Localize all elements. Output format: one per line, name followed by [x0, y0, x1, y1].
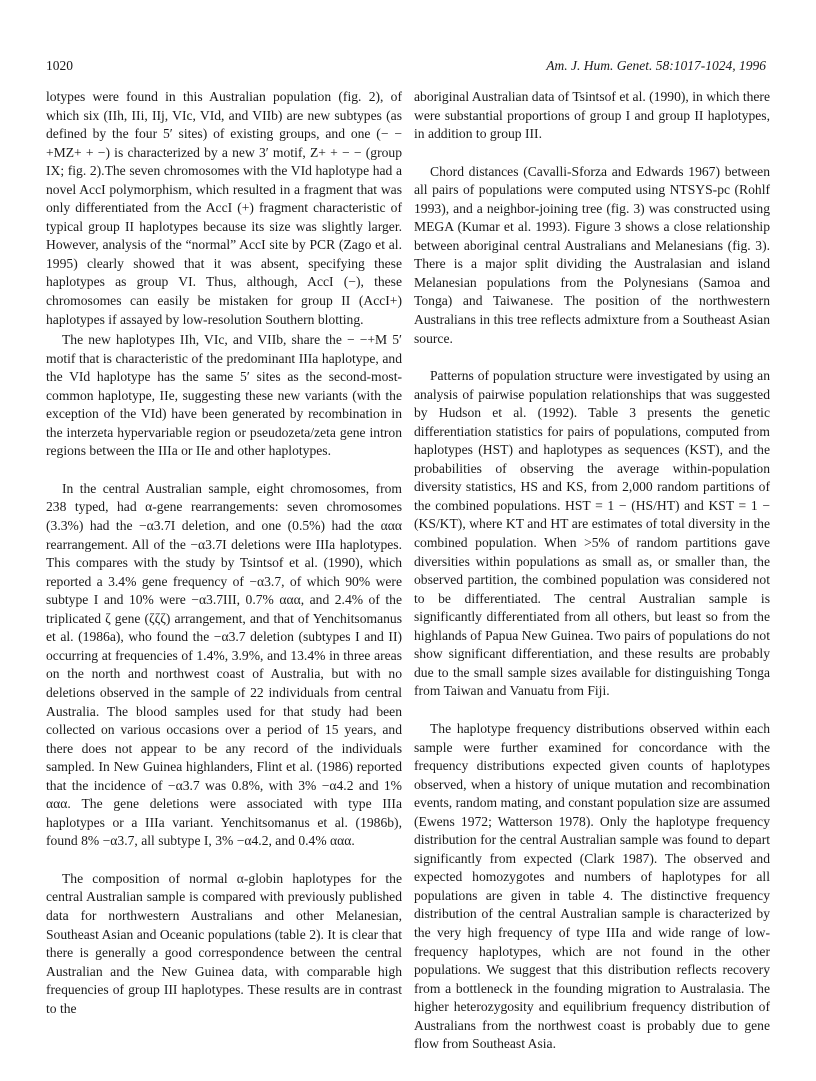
left-column [46, 88, 402, 1018]
paragraph: The haplotype frequency distributions observed within each sample were further examined for concordance with the frequency distributions expected given counts of haplotypes observed, when a history of unique mutation and recombination events, random mating, and constant population size are assumed (Ewens 1972; Watterson 1978). Only the haplotype frequency distribution for the central Australian sample was found to depart significantly from expected (Clark 1987). The observed and expected homozygotes and numbers of haplotypes for all populations are given in table 4. The distinctive frequency distribution of the central Australian sample is characterized by the very high frequency of type IIIa and wide range of low-frequency haplotypes, which are not found in the other populations. We suggest that this distribution reflects recovery from a bottleneck in the founding migration to Australasia. The higher heterozygosity and equilibrium frequency distribution of Australians from the northwest coast is probably due to gene flow from Southeast Asia. [414, 720, 770, 1052]
right-column [414, 88, 770, 1054]
paragraph: The composition of normal α-globin haplotypes for the central Australian sample is compared with previously published data for northwestern Australians and other Melanesian, Southeast Asian and Oceanic populations (table 2). It is clear that there is generally a good correspondence between the central Australian and the New Guinea data, with comparable high frequencies of group III haplotypes. These results are in contrast to the [46, 870, 402, 1016]
paragraph: In the central Australian sample, eight chromosomes, from 238 typed, had α-gene rearrangements: seven chromosomes (3.3%) had the −α3.7I deletion, and one (0.5%) had the ααα rearrangement. All of the −α3.7I deletions were IIIa haplotypes. This compares with the study by Tsintsof et al. (1990), which reported a 3.4% gene frequency of −α3.7, of which 90% were subtype I and 10% were −α3.7III, 0.7% ααα, and 2.4% of the triplicated ζ gene (ζζζ) arrangement, and that of Yenchitsomanus et al. (1986a), who found the −α3.7 deletion (subtypes I and II) occurring at frequencies of 1.4%, 3.9%, and 13.4% in three areas on the north and northwest coast of Australia, but with no deletions observed in the sample of 22 individuals from central Australia. The blood samples used for that study had been collected on various occasions over a period of 15 years, and there does not appear to be any record of the individuals sampled. In New Guinea highlanders, Flint et al. (1986) reported that the incidence of −α3.7 was 0.8%, with 3% −α4.2 and 1% ααα. The gene deletions were associated with type IIIa haplotypes or a IIIa variant. Yenchitsomanus et al. (1986b), found 8% −α3.7, all subtype I, 3% −α4.2, and 0.4% ααα. [46, 480, 402, 849]
paragraph: Patterns of population structure were investigated by using an analysis of pairwise population relationships that was suggested by Hudson et al. (1992). Table 3 presents the genetic differentiation statistics for pairs of populations, computed from haplotypes (HST) and haplotypes as sequences (KST), and the probabilities of observing the average within-population diversity statistics, HS and KS, from 2,000 random partitions of the combined populations. HST = 1 − (HS/HT) and KST = 1 − (KS/KT), where KT and HT are estimates of total diversity in the combined population. When >5% of random partitions gave diversities within populations as small as, or smaller than, the observed partition, the combined population was considered not to be differentiated. The central Australian sample is significantly differentiated from all others, but least so from the highlands of Papua New Guinea. Two pairs of populations do not show significant differentiation, and these results are probably due to the small sample sizes available for distinguishing Tonga from Taiwan and Vanuatu from Fiji. [414, 368, 770, 699]
paragraph: The new haplotypes IIh, VIc, and VIIb, share the − −+M 5′ motif that is characteristic of the predominant IIIa haplotype, and the VId haplotype has the same 5′ sites as the second-most-common haplotype, IIe, suggesting these new variants (with the exception of the VId) have been generated by recombination in the interzeta hypervariable region or pseudozeta/zeta gene intron regions between the IIIa or IIe and other haplotypes. [46, 332, 402, 459]
journal-citation: Am. J. Hum. Genet. 58:1017-1024, 1996 [546, 58, 766, 73]
page-number: 1020 [46, 58, 73, 73]
paragraph: aboriginal Australian data of Tsintsof et al. (1990), in which there were substantial proportions of group I and group II haplotypes, in addition to group III. [414, 89, 770, 142]
paragraph: lotypes were found in this Australian population (fig. 2), of which six (IIh, IIi, IIj, VIc, VId, and VIIb) are new subtypes (as defined by the four 5′ sites) of existing groups, and one (− −+MZ+ + −) is characterized by a new 3′ motif, Z+ + − − (group IX; fig. 2).The seven chromosomes with the VId haplotype had a novel AccI polymorphism, which resulted in a fragment that was only differentiated from the AccI (+) fragment characteristic of typical group II haplotypes because its size was slightly larger. However, analysis of the “normal” AccI site by PCR (Zago et al. 1995) clearly showed that it was absent, specifying these haplotypes as group VI. Thus, although, AccI (−), these chromosomes can easily be mistaken for group II (AccI+) haplotypes if assayed by low-resolution Southern blotting. [46, 89, 402, 327]
paragraph: Chord distances (Cavalli-Sforza and Edwards 1967) between all pairs of populations were computed using NTSYS-pc (Rohlf 1993), and a neighbor-joining tree (fig. 3) was constructed using MEGA (Kumar et al. 1993). Figure 3 shows a close relationship between aboriginal central Australians and Melanesians (fig. 3). There is a major split dividing the Australasian and island Melanesian populations from the Polynesians (Samoa and Tonga) and Taiwanese. The position of the northwestern Australians in this tree reflects admixture from a Southeast Asian source. [414, 163, 770, 346]
